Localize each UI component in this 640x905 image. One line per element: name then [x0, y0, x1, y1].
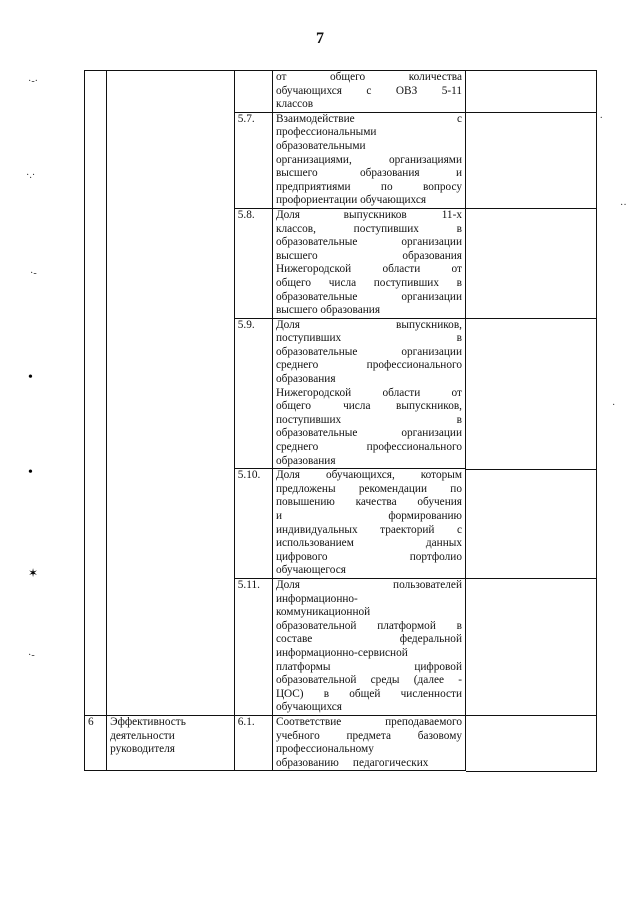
section-title-cell	[107, 112, 235, 208]
indicator-description-line: учебного предмета базовому	[275, 729, 462, 742]
indicator-description-line: Доля обучающихся, которым	[275, 469, 462, 482]
row-separator	[466, 208, 596, 209]
scan-mark: •	[28, 370, 33, 385]
indicator-description-line: информационно-сервисной	[275, 646, 408, 659]
indicator-description-line: предприятиями по вопросу	[275, 180, 462, 193]
section-number-cell	[85, 469, 107, 579]
indicator-description-cell	[272, 469, 465, 579]
indicator-description-line: Доля пользователей	[275, 578, 462, 591]
indicator-description-line: платформы цифровой	[275, 660, 462, 673]
table-row	[85, 112, 466, 208]
section-title-cell	[107, 469, 235, 579]
criteria-table	[84, 70, 466, 771]
indicator-description-line: образования	[275, 454, 336, 467]
indicator-description-cell	[272, 578, 465, 715]
section-title-line: Эффективность	[110, 715, 186, 728]
item-number-cell	[234, 71, 272, 113]
indicator-description-line: среднего профессионального	[275, 441, 462, 454]
indicator-description-line: предложены рекомендации по	[275, 482, 462, 495]
table-row	[85, 715, 466, 770]
indicator-description-cell	[272, 71, 465, 113]
scan-mark: ·-	[30, 268, 37, 279]
indicator-description-line: классов	[275, 98, 314, 111]
table-row	[85, 318, 466, 469]
indicator-description-line: общего числа выпускников,	[275, 400, 462, 413]
indicator-description-line: Взаимодействие с	[275, 112, 462, 125]
scan-mark: ·	[612, 400, 616, 411]
indicator-description-line: повышению качества обучения	[275, 496, 462, 509]
section-title-cell	[107, 318, 235, 469]
scan-mark: ✶	[28, 566, 39, 580]
indicator-description-line: образовательные организации	[275, 345, 462, 358]
indicator-description-cell	[272, 112, 465, 208]
indicator-description-line: образовательными	[275, 139, 366, 152]
empty-value-column	[466, 70, 597, 772]
indicator-description-line: образовательной платформой в	[275, 619, 462, 632]
row-separator	[466, 578, 596, 579]
indicator-description-line: поступивших в	[275, 332, 462, 345]
indicator-description-line: высшего образования и	[275, 167, 462, 180]
indicator-description-line: Соответствие преподаваемого	[275, 715, 462, 728]
section-title-cell	[107, 578, 235, 715]
indicator-description-line: Нижегородской области от	[275, 263, 462, 276]
section-title-cell	[107, 715, 235, 770]
indicator-description-line: составе федеральной	[275, 633, 462, 646]
indicator-description-line: Доля выпускников,	[275, 318, 462, 331]
scan-mark: ·-·	[28, 76, 38, 87]
indicator-description-line: общего числа поступивших в	[275, 276, 462, 289]
row-separator	[466, 318, 596, 319]
indicator-description-cell	[272, 715, 465, 770]
indicator-description-line: классов, поступивших в	[275, 222, 462, 235]
table-row	[85, 208, 466, 318]
row-separator	[466, 112, 596, 113]
indicator-description-line: образования	[275, 373, 336, 386]
indicator-description-line: обучающихся	[275, 701, 342, 714]
section-number-cell: 6	[85, 715, 107, 770]
scan-mark: ·-	[28, 650, 35, 661]
indicator-description-line: высшего образования	[275, 249, 462, 262]
scan-mark: •	[28, 465, 33, 480]
item-number-cell: 5.9.	[234, 318, 272, 469]
section-title-cell	[107, 71, 235, 113]
section-title-cell	[107, 208, 235, 318]
indicator-description-line: профориентации обучающихся	[275, 194, 427, 207]
table-row	[85, 578, 466, 715]
indicator-description-line: информационно-	[275, 592, 358, 605]
page-number: 7	[316, 30, 324, 47]
scan-mark: ·.·	[26, 170, 36, 181]
item-number-cell: 5.8.	[234, 208, 272, 318]
section-title-line: руководителя	[110, 743, 175, 756]
item-number-cell: 5.11.	[234, 578, 272, 715]
indicator-description-line: коммуникационной	[275, 606, 371, 619]
indicator-description-line: Нижегородской области от	[275, 386, 462, 399]
section-number-cell	[85, 578, 107, 715]
section-number-cell	[85, 112, 107, 208]
row-separator	[466, 469, 596, 470]
indicator-description-line: образованию педагогических	[275, 756, 429, 769]
indicator-description-line: профессиональными	[275, 126, 377, 139]
indicator-description-line: поступивших в	[275, 413, 462, 426]
indicator-description-line: высшего образования	[275, 304, 381, 317]
indicator-description-line: обучающегося	[275, 564, 346, 577]
scan-mark: ··	[620, 200, 627, 211]
section-number-cell	[85, 318, 107, 469]
item-number-cell: 6.1.	[234, 715, 272, 770]
table-row	[85, 71, 466, 113]
indicator-description-cell	[272, 208, 465, 318]
indicator-description-line: организациями, организациями	[275, 153, 462, 166]
indicator-description-cell	[272, 318, 465, 469]
indicator-description-line: образовательной среды (далее -	[275, 674, 462, 687]
item-number-cell: 5.7.	[234, 112, 272, 208]
indicator-description-line: образовательные организации	[275, 236, 462, 249]
indicator-description-line: от общего количества	[275, 71, 462, 83]
indicator-description-line: обучающихся с ОВЗ 5-11	[275, 84, 462, 97]
section-title-line: деятельности	[110, 729, 175, 742]
indicator-description-line: среднего профессионального	[275, 359, 462, 372]
indicator-description-line: использованием данных	[275, 537, 462, 550]
indicator-description-line: образовательные организации	[275, 427, 462, 440]
indicator-description-line: образовательные организации	[275, 290, 462, 303]
section-number-cell	[85, 71, 107, 113]
indicator-description-line: индивидуальных траекторий с	[275, 523, 462, 536]
indicator-description-line: цифрового портфолио	[275, 550, 462, 563]
indicator-description-line: Доля выпускников 11-х	[275, 208, 462, 221]
item-number-cell: 5.10.	[234, 469, 272, 579]
section-number-cell	[85, 208, 107, 318]
table-row	[85, 469, 466, 579]
indicator-description-line: и формированию	[275, 510, 462, 522]
indicator-description-line: профессиональному	[275, 743, 374, 756]
indicator-description-line: ЦОС) в общей численности	[275, 687, 462, 700]
row-separator	[466, 715, 596, 716]
scan-mark: .	[600, 110, 603, 121]
